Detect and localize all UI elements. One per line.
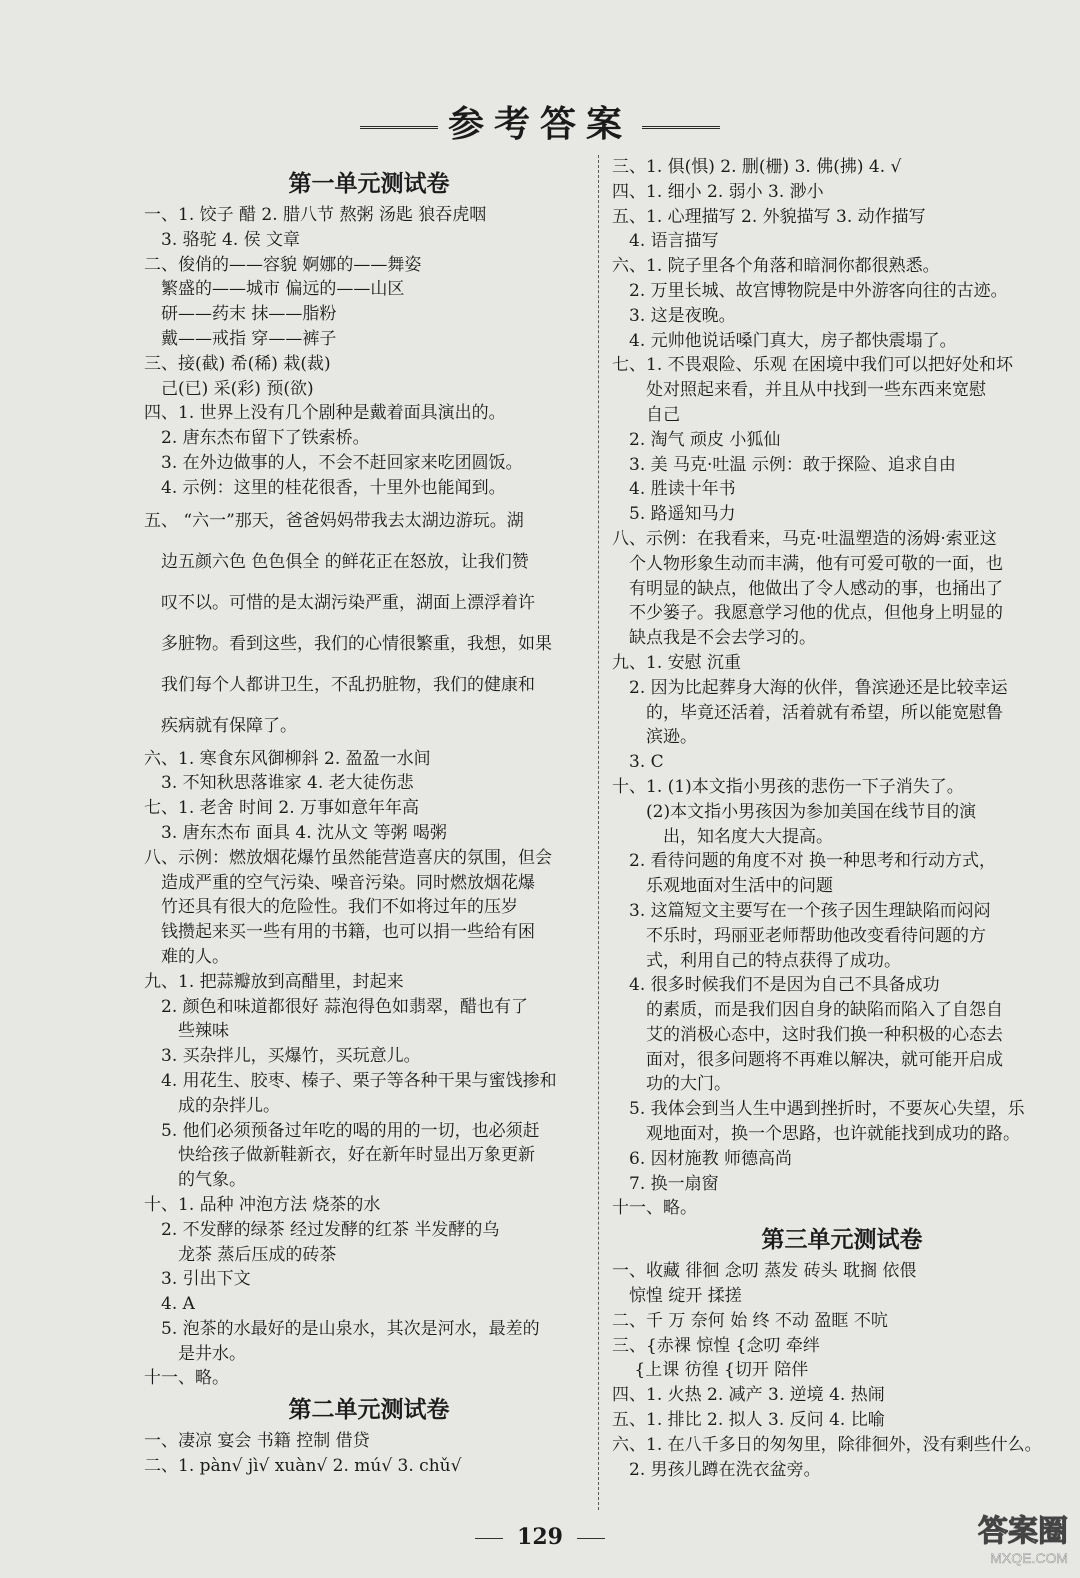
answer-line: 六、1. 院子里各个角落和暗洞你都很熟悉。 bbox=[612, 256, 940, 277]
answer-line: 式，利用自己的特点获得了成功。 bbox=[612, 950, 901, 971]
answer-line: 四、1. 火热 2. 减产 3. 逆境 4. 热闹 bbox=[612, 1385, 885, 1406]
answer-line: 二、1. pàn√ jì√ xuàn√ 2. mú√ 3. chǔ√ bbox=[144, 1456, 462, 1477]
answer-line: 6. 因材施教 师德高尚 bbox=[612, 1148, 793, 1169]
answer-line: 四、1. 世界上没有几个剧种是戴着面具演出的。 bbox=[144, 403, 506, 424]
answer-line: 十一、略。 bbox=[612, 1198, 697, 1219]
answer-line: 4. 示例：这里的桂花很香，十里外也能闻到。 bbox=[144, 477, 506, 498]
answer-line: 十、1. (1)本文指小男孩的悲伤一下子消失了。 bbox=[612, 776, 964, 797]
answer-line: 乐观地面对生活中的问题 bbox=[612, 876, 833, 897]
title-text: 参考答案 bbox=[447, 103, 632, 145]
answer-line: 3. C bbox=[612, 752, 664, 773]
answer-line: 戴——戒指 穿——裤子 bbox=[144, 328, 337, 349]
answer-line: 4. 元帅他说话嗓门真大，房子都快震塌了。 bbox=[612, 330, 957, 351]
answer-line: 六、1. 寒食东风御柳斜 2. 盈盈一水间 bbox=[144, 748, 431, 769]
answer-line: 三、1. 俱(惧) 2. 删(栅) 3. 佛(拂) 4. √ bbox=[612, 157, 902, 177]
answer-line: 的，毕竟还活着，活着就有希望，所以能宽慰鲁 bbox=[612, 702, 1003, 723]
answer-line: 十一、略。 bbox=[144, 1368, 229, 1389]
answer-line: 的气象。 bbox=[144, 1170, 246, 1191]
answer-line: 是井水。 bbox=[144, 1343, 246, 1364]
section-title: 第一单元测试卷 bbox=[288, 170, 450, 197]
right-column bbox=[612, 155, 1072, 1482]
page-number-text: 129 bbox=[517, 1524, 563, 1550]
answer-line: 己(已) 采(彩) 预(欲) bbox=[144, 378, 314, 399]
answer-line: 缺点我是不会去学习的。 bbox=[612, 628, 816, 649]
answer-line: 有明显的缺点，他做出了令人感动的事，也捅出了 bbox=[612, 578, 1003, 599]
answer-line: 三、接(截) 希(稀) 栽(裁) bbox=[144, 353, 331, 374]
answer-line: 3. 骆驼 4. 侯 文章 bbox=[144, 229, 301, 250]
answer-line: 艾的消极心态中，这时我们换一种积极的心态去 bbox=[612, 1024, 1003, 1045]
answer-line: 造成严重的空气污染、噪音污染。同时燃放烟花爆 bbox=[144, 872, 535, 893]
answer-line: 3. 这是夜晚。 bbox=[612, 305, 736, 326]
watermark-logo-text: 答案圈 bbox=[978, 1515, 1068, 1548]
answer-line: 功的大门。 bbox=[612, 1074, 731, 1095]
answer-line: 3. 引出下文 bbox=[144, 1269, 251, 1290]
answer-line: 7. 换一扇窗 bbox=[612, 1173, 719, 1194]
answer-line: 我们每个人都讲卫生，不乱扔脏物，我们的健康和 bbox=[144, 674, 535, 695]
watermark-logo bbox=[888, 1506, 1068, 1566]
answer-line: (2)本文指小男孩因为参加美国在线节目的演 bbox=[612, 801, 977, 822]
answer-line: 三、{赤裸 惊惶 {念叨 牵绊 bbox=[612, 1335, 820, 1356]
watermark-url: MXQE.COM bbox=[990, 1550, 1068, 1566]
answer-line: 二、千 万 奈何 始 终 不动 盈眶 不吭 bbox=[612, 1310, 888, 1331]
section-title: 第三单元测试卷 bbox=[761, 1226, 923, 1254]
answer-line: 一、凄凉 宴会 书籍 控制 借贷 bbox=[144, 1431, 370, 1452]
answer-line: 5. 他们必须预备过年吃的喝的用的一切，也必须赶 bbox=[144, 1120, 540, 1141]
answer-line: 五、1. 心理描写 2. 外貌描写 3. 动作描写 bbox=[612, 206, 926, 227]
answer-line: 的素质，而是我们因自身的缺陷而陷入了自怨自 bbox=[612, 1000, 1003, 1021]
answer-line: 2. 不发酵的绿茶 经过发酵的红茶 半发酵的乌 bbox=[144, 1219, 500, 1240]
answer-line: 3. 美 马克·吐温 示例：敢于探险、追求自由 bbox=[612, 454, 956, 475]
column-divider bbox=[598, 155, 599, 1510]
answer-line: 滨逊。 bbox=[612, 727, 697, 748]
answer-line: 2. 男孩儿蹲在洗衣盆旁。 bbox=[612, 1459, 821, 1480]
answer-line: 2. 颜色和味道都很好 蒜泡得色如翡翠，醋也有了 bbox=[144, 996, 529, 1017]
answer-line: 不少篓子。我愿意学习他的优点，但他身上明显的 bbox=[612, 603, 1003, 624]
answer-line: 3. 不知秋思落谁家 4. 老大徒伤悲 bbox=[144, 773, 414, 794]
section-title: 第二单元测试卷 bbox=[288, 1396, 450, 1424]
answer-line: 七、1. 老舍 时间 2. 万事如意年年高 bbox=[144, 798, 420, 819]
answer-line: 3. 买杂拌儿，买爆竹，买玩意儿。 bbox=[144, 1046, 421, 1067]
answer-line: 2. 因为比起葬身大海的伙伴，鲁滨逊还是比较幸运 bbox=[612, 677, 1008, 698]
left-column bbox=[144, 165, 594, 1479]
answer-line: 钱攒起来买一些有用的书籍，也可以捐一些给有困 bbox=[144, 922, 535, 943]
answer-line: 3. 这篇短文主要写在一个孩子因生理缺陷而闷闷 bbox=[612, 900, 991, 921]
answer-line: 4. 语言描写 bbox=[612, 231, 719, 252]
answer-line: 2. 唐东杰布留下了铁索桥。 bbox=[144, 428, 370, 449]
answer-line: 个人物形象生动而丰满，他有可爱可敬的一面，也 bbox=[612, 553, 1003, 574]
answer-line: 3. 在外边做事的人，不会不赶回家来吃团圆饭。 bbox=[144, 452, 523, 473]
answer-line: 4. 很多时候我们不是因为自己不具备成功 bbox=[612, 975, 940, 996]
answer-line: 二、俊俏的——容貌 婀娜的——舞姿 bbox=[144, 254, 422, 275]
answer-line: 4. A bbox=[144, 1294, 195, 1315]
answer-line: 快给孩子做新鞋新衣，好在新年时显出万象更新 bbox=[144, 1145, 535, 1166]
answer-line: 2. 淘气 顽皮 小狐仙 bbox=[612, 429, 781, 450]
answer-line: {上课 彷徨 {切开 陪伴 bbox=[612, 1360, 809, 1381]
answer-line: 八、示例：在我看来，马克·吐温塑造的汤姆·索亚这 bbox=[612, 528, 997, 549]
answer-line: 五、1. 排比 2. 拟人 3. 反问 4. 比喻 bbox=[612, 1410, 885, 1431]
answer-line: 九、1. 安慰 沉重 bbox=[612, 652, 742, 673]
answer-line: 处对照起来看，并且从中找到一些东西来宽慰 bbox=[612, 380, 986, 401]
answer-line: 3. 唐东杰布 面具 4. 沈从文 等粥 喝粥 bbox=[144, 822, 447, 843]
answer-line: 六、1. 在八千多日的匆匆里，除徘徊外，没有剩些什么。 bbox=[612, 1434, 1042, 1455]
answer-line: 一、1. 饺子 醋 2. 腊八节 熬粥 汤匙 狼吞虎咽 bbox=[144, 205, 487, 225]
answer-line: 疾病就有保障了。 bbox=[144, 715, 297, 736]
answer-line: 观地面对，换一个思路，也许就能找到成功的路。 bbox=[612, 1124, 1020, 1145]
answer-line: 竹还具有很大的危险性。我们不如将过年的压岁 bbox=[144, 897, 518, 918]
answer-line: 九、1. 把蒜瓣放到高醋里，封起来 bbox=[144, 971, 404, 992]
answer-line: 七、1. 不畏艰险、乐观 在困境中我们可以把好处和坏 bbox=[612, 355, 1014, 376]
answer-line: 八、示例：燃放烟花爆竹虽然能营造喜庆的氛围，但会 bbox=[144, 847, 552, 868]
answer-line: 难的人。 bbox=[144, 946, 229, 967]
answer-line: 多脏物。看到这些，我们的心情很繁重，我想，如果 bbox=[144, 633, 552, 654]
answer-line: 四、1. 细小 2. 弱小 3. 渺小 bbox=[612, 181, 824, 202]
answer-line: 一、收藏 徘徊 念叨 蒸发 砖头 耽搁 依偎 bbox=[612, 1261, 917, 1282]
answer-line: 5. 我体会到当人生中遇到挫折时，不要灰心失望，乐 bbox=[612, 1099, 1025, 1120]
page-title bbox=[0, 96, 1080, 147]
answer-line: 十、1. 品种 冲泡方法 烧茶的水 bbox=[144, 1194, 381, 1215]
answer-line: 2. 万里长城、故宫博物院是中外游客向往的古迹。 bbox=[612, 280, 1008, 301]
answer-line: 边五颜六色 色色俱全 的鲜花正在怒放，让我们赞 bbox=[144, 551, 529, 572]
answer-line: 5. 泡茶的水最好的是山泉水，其次是河水，最差的 bbox=[144, 1318, 540, 1339]
answer-line: 龙茶 蒸后压成的砖茶 bbox=[144, 1244, 337, 1265]
title-ornament-right bbox=[642, 126, 720, 129]
answer-line: 5. 路遥知马力 bbox=[612, 504, 736, 525]
answer-line: 繁盛的——城市 偏远的——山区 bbox=[144, 279, 405, 300]
answer-line: 自己 bbox=[612, 404, 680, 425]
answer-line: 出，知名度大大提高。 bbox=[612, 826, 833, 847]
answer-line: 惊惶 绽开 揉搓 bbox=[612, 1286, 742, 1307]
answer-line: 叹不以。可惜的是太湖污染严重，湖面上漂浮着许 bbox=[144, 592, 535, 613]
answer-line: 五、 “六一”那天，爸爸妈妈带我去太湖边游玩。湖 bbox=[144, 510, 524, 531]
answer-line: 些辣味 bbox=[144, 1021, 229, 1042]
answer-line: 不乐时，玛丽亚老师帮助他改变看待问题的方 bbox=[612, 925, 986, 946]
title-ornament-left bbox=[360, 126, 438, 129]
answer-line: 2. 看待问题的角度不对 换一种思考和行动方式， bbox=[612, 851, 997, 872]
answer-line: 4. 用花生、胶枣、榛子、栗子等各种干果与蜜饯掺和 bbox=[144, 1070, 557, 1091]
answer-line: 研——药末 抹——脂粉 bbox=[144, 304, 337, 325]
answer-line: 成的杂拌儿。 bbox=[144, 1095, 280, 1116]
answer-line: 4. 胜读十年书 bbox=[612, 479, 736, 500]
answer-line: 面对，很多问题将不再难以解决，就可能开启成 bbox=[612, 1049, 1003, 1070]
